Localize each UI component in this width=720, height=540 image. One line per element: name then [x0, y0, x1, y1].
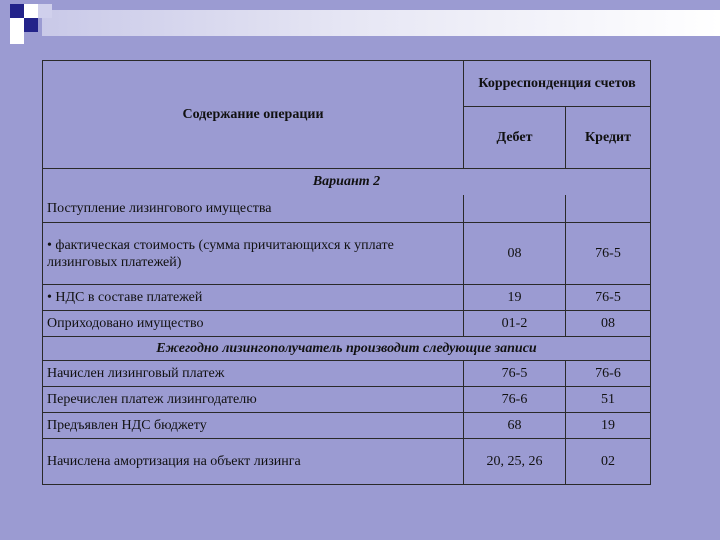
- decoration-square: [38, 4, 52, 18]
- decoration-square: [24, 4, 38, 18]
- credit-cell: 08: [566, 311, 651, 337]
- debit-cell: 20, 25, 26: [464, 439, 566, 485]
- credit-cell: 19: [566, 413, 651, 439]
- credit-cell: 51: [566, 387, 651, 413]
- debit-cell: 68: [464, 413, 566, 439]
- operation-cell: Начислена амортизация на объект лизинга: [43, 439, 464, 485]
- correspondence-header: Корреспонденция счетов: [464, 61, 651, 107]
- credit-cell: 76-5: [566, 285, 651, 311]
- credit-header: Кредит: [566, 107, 651, 169]
- operation-cell: Поступление лизингового имущества: [43, 195, 464, 223]
- decoration-square: [10, 4, 24, 18]
- section-title: Вариант 2: [43, 169, 651, 195]
- decoration-square: [10, 18, 24, 32]
- debit-cell: 76-5: [464, 361, 566, 387]
- credit-cell: 76-6: [566, 361, 651, 387]
- operation-cell: Оприходовано имущество: [43, 311, 464, 337]
- debit-cell: 76-6: [464, 387, 566, 413]
- title-decoration-bar: [42, 10, 720, 36]
- debit-cell: 08: [464, 223, 566, 285]
- debit-header: Дебет: [464, 107, 566, 169]
- debit-cell: 01-2: [464, 311, 566, 337]
- credit-cell: [566, 195, 651, 223]
- operation-cell: • фактическая стоимость (сумма причитающихся к уплате лизинговых платежей): [43, 223, 464, 285]
- debit-cell: 19: [464, 285, 566, 311]
- decoration-square: [24, 18, 38, 32]
- operation-cell: Предъявлен НДС бюджету: [43, 413, 464, 439]
- operation-cell: • НДС в составе платежей: [43, 285, 464, 311]
- operation-cell: Начислен лизинговый платеж: [43, 361, 464, 387]
- operation-header: Содержание операции: [43, 61, 464, 169]
- decoration-square: [10, 32, 24, 44]
- accounting-entries-table: [42, 60, 651, 485]
- credit-cell: 02: [566, 439, 651, 485]
- section-title: Ежегодно лизингополучатель производит следующие записи: [43, 337, 651, 361]
- credit-cell: 76-5: [566, 223, 651, 285]
- operation-cell: Перечислен платеж лизингодателю: [43, 387, 464, 413]
- debit-cell: [464, 195, 566, 223]
